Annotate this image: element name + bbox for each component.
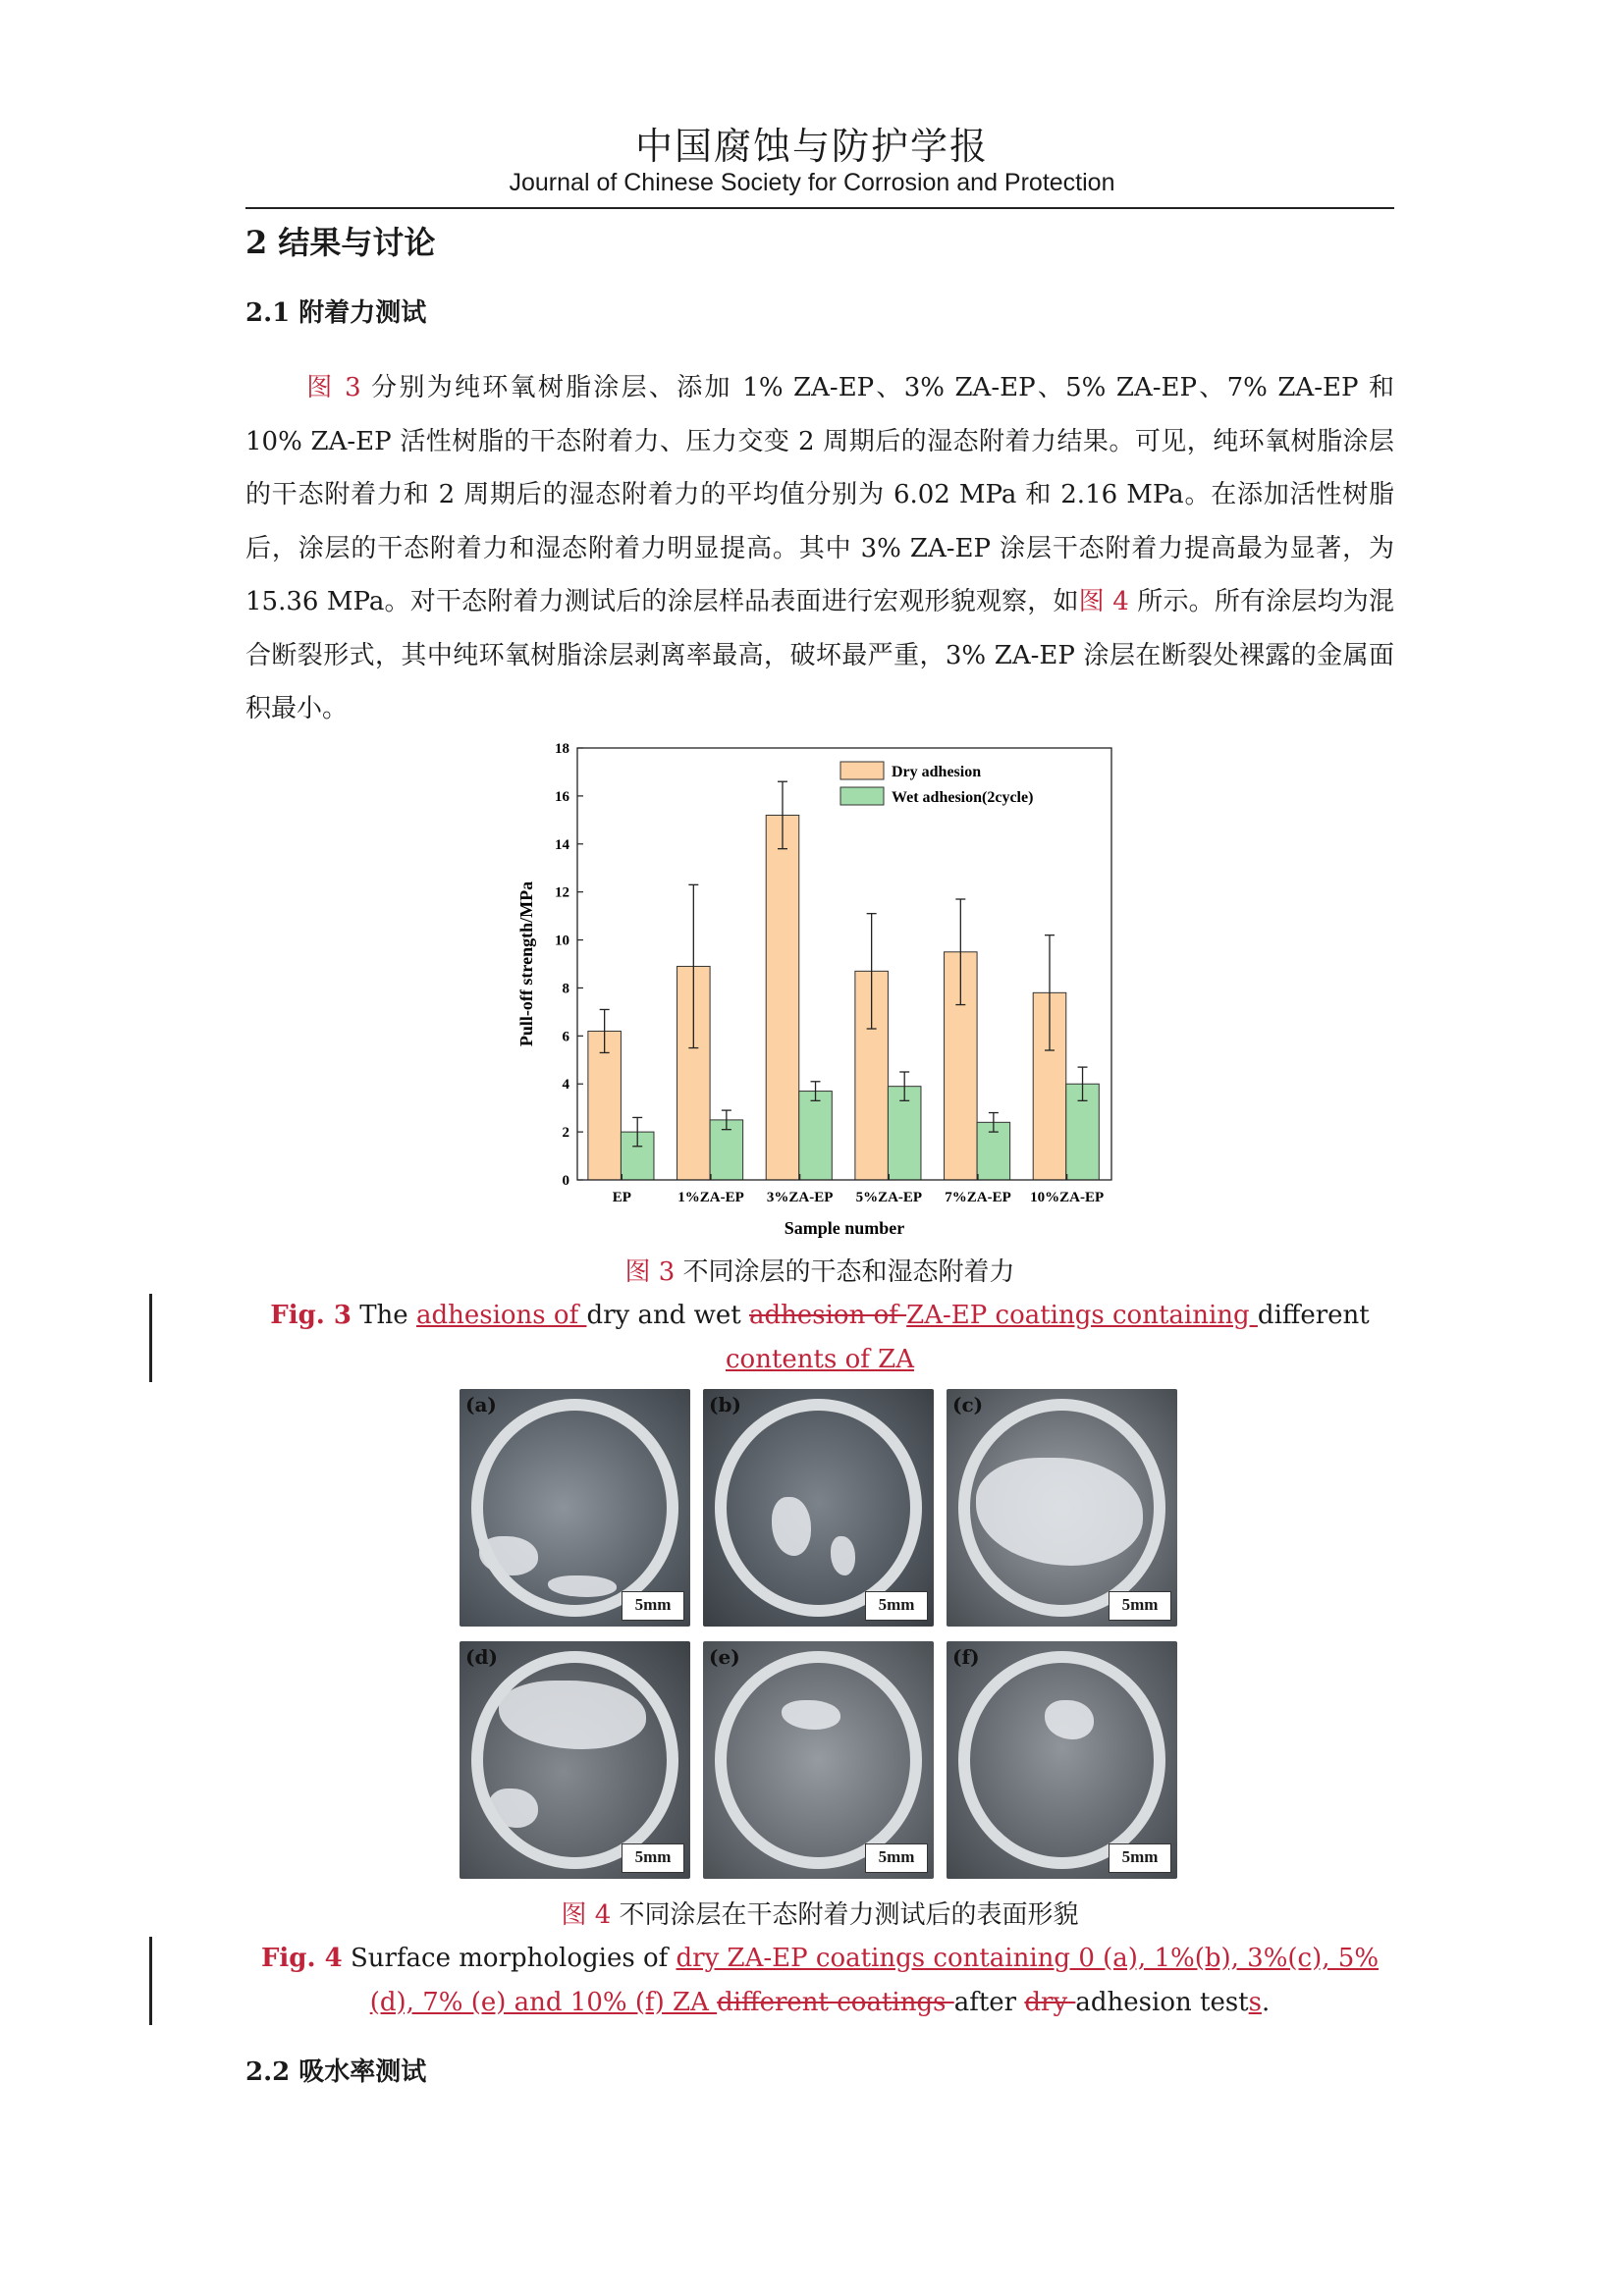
y-tick-label: 16 [555, 788, 569, 805]
y-tick-label: 12 [555, 884, 569, 901]
panel-label: (d) [465, 1645, 498, 1669]
journal-title-cn: 中国腐蚀与防护学报 [634, 125, 989, 168]
dolly-ring [715, 1651, 922, 1869]
header-rule [245, 207, 1394, 209]
fig4-panel-photo [947, 1389, 1177, 1627]
y-tick-label: 0 [562, 1173, 569, 1189]
fig4-caption-segment: Surface morphologies of [342, 1944, 677, 1973]
fig4-caption-cn [245, 1895, 1394, 1931]
y-tick-label: 4 [562, 1077, 569, 1094]
panel-label: (e) [709, 1645, 740, 1669]
fig3-caption-cn [245, 1252, 1394, 1288]
fig3-caption-segment: adhesions of [415, 1301, 587, 1330]
x-tick-label: 5%ZA-EP [855, 1190, 923, 1205]
bar-dry [588, 1031, 622, 1180]
section-heading: 2 结果与讨论 [245, 224, 436, 261]
scale-bar: 5mm [865, 1843, 928, 1873]
dolly-ring [471, 1399, 678, 1617]
paragraph-text-1: 分别为纯环氧树脂涂层、添加 1% ZA-EP、3% ZA-EP、5% ZA-EP、7% ZA-EP 和 10% ZA-EP 活性树脂的干态附着力、压力交变 2 周期后的湿态附着力结果。可见，纯环氧树脂涂层的干态附着力和 2 周期后的湿态附着力的平均值分别为 6.02 MPa 和 2.16 MPa。在添加活性树脂后，涂层的干态附着力和湿态附着力明显提高。其中 3% ZA-EP 涂层干态附着力提高最为显著，为 15.36 MPa。对干态附着力测试后的涂层样品表面进行宏观形貌观察，如 [245, 373, 1395, 616]
scale-bar: 5mm [1109, 1843, 1171, 1873]
scale-bar: 5mm [865, 1591, 928, 1621]
panel-label: (c) [952, 1393, 984, 1416]
x-tick-label: 3%ZA-EP [766, 1190, 834, 1205]
fig3-caption-segment: The [351, 1301, 416, 1330]
fig4-caption-segment: s [1248, 1988, 1262, 2017]
y-tick-label: 14 [555, 836, 569, 853]
fig3-en-label: Fig. 3 [270, 1301, 352, 1330]
legend-label: Dry adhesion [892, 764, 982, 780]
fig4-cn-label: 图 4 [561, 1900, 612, 1930]
dolly-ring [958, 1399, 1165, 1617]
legend-label: Wet adhesion(2cycle) [892, 789, 1034, 806]
fig3-cn-label: 图 3 [624, 1257, 676, 1287]
y-tick-label: 2 [562, 1125, 569, 1142]
fig4-caption-segment: adhesion test [1075, 1988, 1249, 2017]
fig4-caption-segment: different coatings [717, 1988, 954, 2017]
fig4-panel-photo [947, 1641, 1177, 1879]
subsection-heading-adhesion: 2.1 附着力测试 [245, 298, 427, 328]
y-axis-label: Pull-off strength/MPa [516, 881, 536, 1047]
adhesion-bar-chart [511, 736, 1119, 1247]
fig4-panel-photo [703, 1641, 934, 1879]
y-tick-label: 8 [562, 981, 569, 997]
fig4-cn-text: 不同涂层在干态附着力测试后的表面形貌 [611, 1900, 1079, 1930]
subsection-heading-water-absorption: 2.2 吸水率测试 [245, 2057, 427, 2087]
fig3-caption-segment: different [1257, 1301, 1370, 1330]
scale-bar: 5mm [622, 1591, 684, 1621]
panel-label: (b) [709, 1393, 741, 1416]
figure-ref-4[interactable]: 图 4 [1078, 587, 1129, 616]
body-paragraph [245, 361, 1394, 736]
scale-bar: 5mm [1109, 1591, 1171, 1621]
scale-bar: 5mm [622, 1843, 684, 1873]
y-tick-label: 18 [555, 741, 569, 757]
panel-label: (a) [465, 1393, 497, 1416]
dolly-ring [471, 1651, 678, 1869]
fig4-caption-segment: after [953, 1988, 1025, 2017]
y-tick-label: 10 [555, 933, 569, 949]
bar-dry [766, 815, 799, 1180]
bar-wet [799, 1092, 833, 1180]
fig3-caption-segment: ZA-EP coatings containing [906, 1301, 1258, 1330]
fig3-cn-text: 不同涂层的干态和湿态附着力 [675, 1257, 1015, 1287]
legend-swatch [840, 787, 884, 805]
fig4-panel-photo [460, 1389, 690, 1627]
change-bar [149, 1294, 152, 1382]
fig4-caption-segment: . [1261, 1988, 1271, 2017]
dolly-ring [715, 1399, 922, 1617]
fig3-caption-segment: contents of ZA [726, 1345, 914, 1374]
fig3-caption-en [245, 1294, 1394, 1382]
fig3-caption-segment: adhesion of [749, 1301, 907, 1330]
y-tick-label: 6 [562, 1029, 569, 1045]
figure-ref-3[interactable]: 图 3 [304, 373, 361, 402]
fig4-en-label: Fig. 4 [260, 1944, 343, 1973]
fig4-caption-segment: dry [1024, 1988, 1076, 2017]
x-tick-label: 1%ZA-EP [677, 1190, 744, 1205]
journal-title-en: Journal of Chinese Society for Corrosion and Protection [509, 169, 1115, 196]
panel-label: (f) [952, 1645, 980, 1669]
fig3-caption-segment: dry and wet [586, 1301, 749, 1330]
legend-swatch [840, 762, 884, 779]
x-tick-label: EP [612, 1190, 631, 1205]
fig4-panel-photo [703, 1389, 934, 1627]
fig4-panel-photo [460, 1641, 690, 1879]
x-axis-label: Sample number [784, 1218, 905, 1238]
fig4-caption-en [245, 1937, 1394, 2025]
x-tick-label: 10%ZA-EP [1030, 1190, 1105, 1205]
dolly-ring [958, 1651, 1165, 1869]
x-tick-label: 7%ZA-EP [945, 1190, 1011, 1205]
plot-frame [577, 748, 1111, 1180]
change-bar [149, 1937, 152, 2025]
paragraph-text-2: 所示。所有涂层均为混合断裂形式，其中纯环氧树脂涂层剥离率最高，破坏最严重，3% ZA-EP 涂层在断裂处裸露的金属面积最小。 [245, 587, 1394, 723]
fig4-caption-segment: dry ZA-EP coatings containing 0 (a), 1%(b), 3%(c), 5% (d), 7% (e) and 10% (f) ZA [369, 1944, 1380, 2017]
